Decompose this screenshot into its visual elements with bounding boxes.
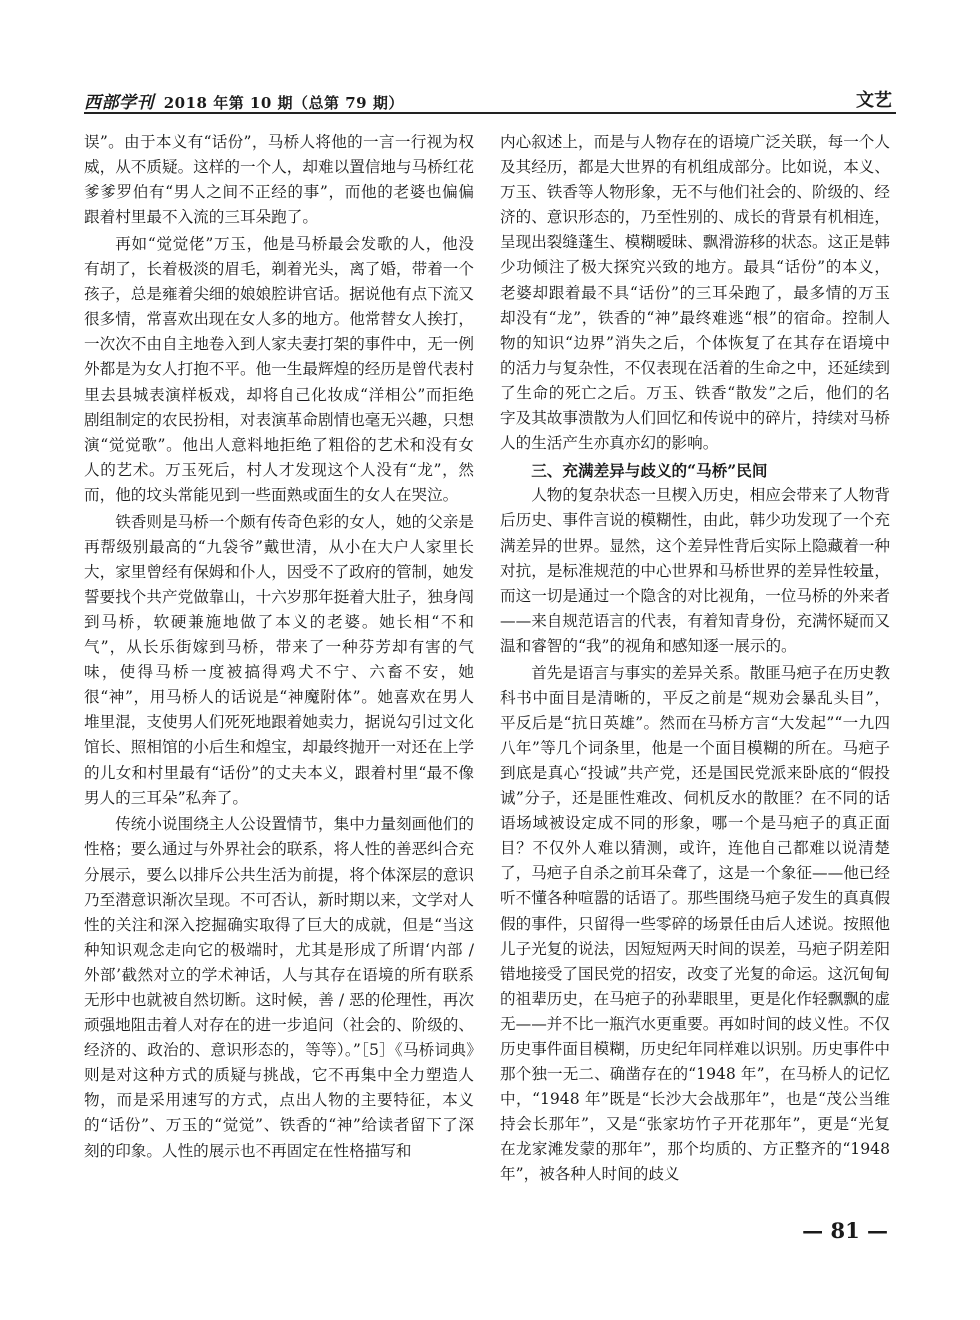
paragraph: 再如“觉觉佬”万玉，他是马桥最会发歌的人，他没有胡了，长着极淡的眉毛，剃着光头，离了婚，带着一个孩子，总是雍着尖细的娘娘腔讲官话。据说他有点下流又很多情，常喜欢出现在女人多的地方。他常替女人挨打，一次次不由自主地卷入到人家夫妻打架的事件中，无一例外都是为女人打抱不平。他一生最辉煌的经历是曾代表村里去县城表演样板戏，却将自己化妆成“洋相公”而拒绝剧组制定的农民扮相，对表演革命剧情也毫无兴趣，只想演“觉觉歌”。他出人意料地拒绝了粗俗的艺术和没有女人的艺术。万玉死后，村人才发现这个人没有“龙”，然而，他的坟头常能见到一些面熟或面生的女人在哭泣。 [84,234,474,504]
paragraph: 内心叙述上，而是与人物存在的语境广泛关联，每一个人及其经历，都是大世界的有机组成部分。比如说，本义、万玉、铁香等人物形象，无不与他们社会的、阶级的、经济的、意识形态的，乃至性别的、成长的背景有机相连，呈现出裂缝蓬生、模糊暧昧、飘滑游移的状态。这正是韩少功倾注了极大探究兴致的地方。最具“话份”的本义，老婆却跟着最不具“话份”的三耳朵跑了，最多情的万玉却没有“龙”，铁香的“神”最终难逃“根”的宿命。控制人物的知识“边界”消失之后，个体恢复了在其存在语境中的活力与复杂性，不仅表现在活着的生命之中，还延续到了生命的死亡之后。万玉、铁香“散发”之后，他们的名字及其故事溃散为人们回忆和传说中的碎片，持续对马桥人的生活产生亦真亦幻的影响。 [500,133,890,453]
page-footer [84,1218,896,1248]
paragraph: 人物的复杂状态一旦楔入历史，相应会带来了人物背后历史、事件言说的模糊性，由此，韩少功发现了一个充满差异的世界。显然，这个差异性背后实际上隐藏着一种对抗，是标准规范的中心世界和马桥世界的差异性较量，而这一切是通过一个隐含的对比视角，一位马桥的外来者——来自规范语言的代表，有着知青身份，充满怀疑而又温和睿智的“我”的视角和感知逐一展示的。 [500,486,890,655]
right-column [500,130,890,1189]
header-rule [84,112,896,114]
issue-info: 2018 年第 10 期（总第 79 期） [163,94,404,112]
journal-masthead [84,88,404,113]
paragraph: 首先是语言与事实的差异关系。散匪马疤子在历史教科书中面目是清晰的，平反之前是“规劝会暴乱头目”，平反后是“抗日英雄”。然而在马桥方言“大发起”“一九四八年”等几个词条里，他是一个面目模糊的所在。马疤子到底是真心“投诚”共产党，还是国民党派来卧底的“假投诚”分子，还是匪性难改、伺机反水的散匪？在不同的话语场域被设定成不同的形象，哪一个是马疤子的真正面目？不仅外人难以猜测，或许，连他自己都难以说清楚了，马疤子自杀之前耳朵聋了，这是一个象征——他已经听不懂各种喧嚣的话语了。那些围绕马疤子发生的真真假假的事件，只留得一些零碎的场景任由后人述说。按照他儿子光复的说法，因短短两天时间的误差，马疤子阴差阳错地接受了国民党的招安，改变了光复的命运。这沉甸甸的祖辈历史，在马疤子的孙辈眼里，更是化作轻飘飘的虚无——并不比一瓶汽水更重要。再如时间的歧义性。不仅历史事件面目模糊，历史纪年同样难以识别。历史事件中那个独一无二、确凿存在的“1948 年”，在马桥人的记忆中，“1948 年”既是“长沙大会战那年”，也是“茂公当维持会长那年”，又是“张家坊竹子开花那年”，更是“光复在龙家滩发蒙的那年”，那个均质的、方正整齐的“1948 年”，被各种人时间的歧义 [500,663,890,1184]
page-header [84,84,896,118]
section-heading: 三、充满差异与歧义的“马桥”民间 [531,461,768,481]
paragraph: 误”。由于本义有“话份”，马桥人将他的一言一行视为权威，从不质疑。这样的一个人，却难以置信地与马桥红花爹爹罗伯有“男人之间不正经的事”，而他的老婆也偏偏跟着村里最不入流的三耳朵跑了。 [84,133,474,227]
page-number: — 81 — [802,1218,888,1243]
journal-name: 西部学刊 [84,93,154,113]
paragraph: 铁香则是马桥一个颇有传奇色彩的女人，她的父亲是再帮级别最高的“九袋爷”戴世清，从小在大户人家里长大，家里曾经有保姆和仆人，因受不了政府的管制，她发誓要找个共产党做靠山，十六岁那年挺着大肚子，独身闯到马桥，软硬兼施地做了本义的老婆。她长相“不和气”，从长乐街嫁到马桥，带来了一种芬芳却有害的气味，使得马桥一度被搞得鸡犬不宁、六畜不安，她很“神”，用马桥人的话说是“神魔附体”。她喜欢在男人堆里混，支使男人们死死地跟着她卖力，据说勾引过文化馆长、照相馆的小后生和煌宝，却最终抛开一对还在上学的儿女和村里最有“话份”的丈夫本义，跟着村里“最不像男人的三耳朵”私奔了。 [84,512,474,807]
left-column [84,130,474,1165]
section-name: 文艺 [856,90,892,111]
paragraph: 传统小说围绕主人公设置情节，集中力量刻画他们的性格；要么通过与外界社会的联系，将人性的善恶纠合充分展示，要么以排斥公共生活为前提，将个体深层的意识乃至潜意识渐次呈现。不可否认，新时期以来，文学对人性的关注和深入挖掘确实取得了巨大的成就，但是“当这种知识观念走向它的极端时，尤其是形成了所谓‘内部 / 外部’截然对立的学术神话，人与其存在语境的所有联系无形中也就被自然切断。这时候，善 / 恶的伦理性，再次顽强地阻击着人对存在的进一步追问（社会的、阶级的、经济的、政治的、意识形态的，等等）。”［5］《马桥词典》则是对这种方式的质疑与挑战，它不再集中全力塑造人物，而是采用速写的方式，点出人物的主要特征，本义的“话份”、万玉的“觉觉”、铁香的“神”给读者留下了深刻的印象。人性的展示也不再固定在性格描写和 [84,815,474,1160]
